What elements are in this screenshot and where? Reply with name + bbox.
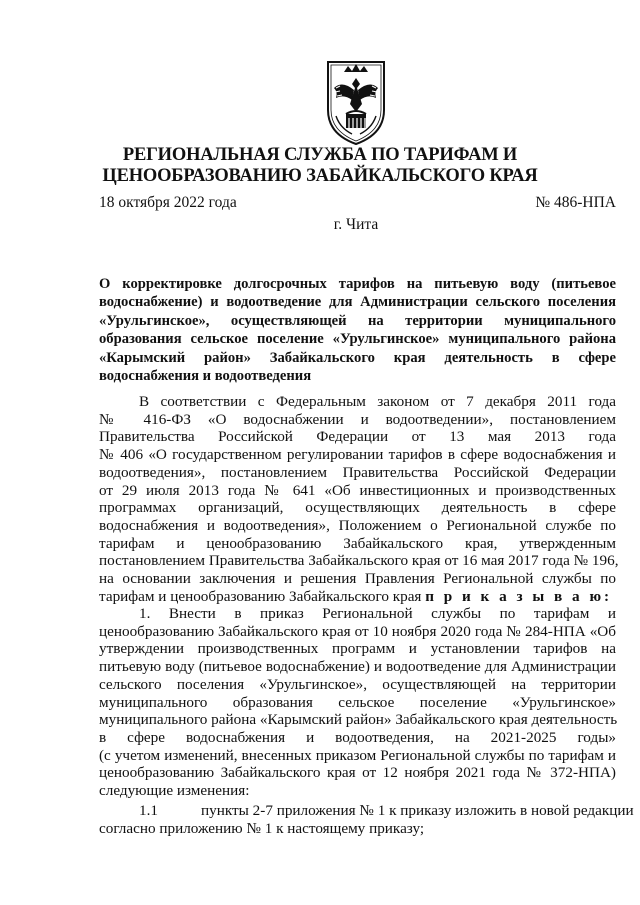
paragraph-line: водоснабжения и водоотведения», Положением о Региональной службе по xyxy=(99,516,616,534)
title-line: О корректировке долгосрочных тарифов на питьевую воду (питьевое xyxy=(99,276,616,292)
coat-of-arms-emblem xyxy=(322,58,390,146)
title-line: «Карымский район» Забайкальского края деятельность в сфере xyxy=(99,349,616,366)
paragraph-line: постановлением Правительства Забайкальского края от 16 мая 2017 года № 196, xyxy=(99,552,619,570)
paragraph-line: тарифам и ценообразованию Забайкальского края, утвержденным xyxy=(99,534,616,552)
agency-name-line: РЕГИОНАЛЬНАЯ СЛУЖБА ПО ТАРИФАМ И xyxy=(122,145,518,165)
paragraph-line: сельского поселения «Урульгинское», осуществляющей на территории xyxy=(99,675,616,693)
paragraph-line: В соответствии с Федеральным законом от 7 декабря 2011 года xyxy=(139,393,616,410)
item-1-paragraph xyxy=(99,605,616,800)
paragraph-line xyxy=(99,588,616,606)
paragraph-line: муниципального района «Карымский район» Забайкальского края деятельность xyxy=(99,711,618,729)
paragraph-line: муниципального образования сельское поселение «Урульгинское» xyxy=(99,693,616,711)
paragraph-line: следующие изменения: xyxy=(99,782,250,800)
title-line: водоснабжения и водоотведения xyxy=(99,368,312,385)
title-line: водоснабжение) и водоотведение для Администрации сельского поселения xyxy=(99,294,616,311)
paragraph-line: водоотведения», постановлением Правительства Российской Федерации xyxy=(99,463,616,481)
paragraph-line: утверждении производственных программ и установлении тарифов на xyxy=(99,640,616,658)
paragraph-line: питьевую воду (питьевое водоснабжение) и водоотведение для Администрации xyxy=(99,658,616,676)
paragraph-line: № 406 «О государственном регулировании тарифов в сфере водоснабжения и xyxy=(99,446,616,464)
subitem-text: пункты 2-7 приложения № 1 к приказу изложить в новой редакции xyxy=(201,802,634,819)
order-number: № 486-НПА xyxy=(535,194,616,211)
paragraph-line: согласно приложению № 1 к настоящему приказу; xyxy=(99,819,425,837)
agency-name xyxy=(0,145,640,187)
order-date: 18 октября 2022 года xyxy=(99,194,237,211)
paragraph-line: Правительства Российской Федерации от 13 мая 2013 года xyxy=(99,428,616,446)
paragraph-line: на основании заключения и решения Правления Региональной службы по xyxy=(99,570,616,588)
title-line: образования сельское поселение «Урульгинское» муниципального района xyxy=(99,331,616,348)
paragraph-line: 1. Внести в приказ Региональной службы по тарифам и xyxy=(139,605,616,622)
paragraph-line: ценообразованию Забайкальского края от 10 ноября 2020 года № 284-НПА «Об xyxy=(99,622,616,640)
paragraph-line: от 29 июля 2013 года № 641 «Об инвестиционных и производственных xyxy=(99,481,616,499)
preamble-paragraph xyxy=(99,393,619,605)
paragraph-line-text: тарифам и ценообразованию Забайкальского края xyxy=(99,587,422,605)
agency-name-line: ЦЕНООБРАЗОВАНИЮ ЗАБАЙКАЛЬСКОГО КРАЯ xyxy=(102,166,538,186)
title-line: «Урульгинское», осуществляющей на территории муниципального xyxy=(99,312,616,329)
order-word: п р и к а з ы в а ю: xyxy=(425,587,613,605)
subitem-number: 1.1 xyxy=(139,802,158,819)
city: г. Чита xyxy=(333,216,379,233)
paragraph-line: в сфере водоснабжения и водоотведения, на 2021-2025 годы» xyxy=(99,728,616,746)
paragraph-line: программах организаций, осуществляющих деятельность в сфере xyxy=(99,499,616,517)
paragraph-line: (с учетом изменений, внесенных приказом Региональной службы по тарифам и xyxy=(99,746,616,764)
paragraph-line: ценообразованию Забайкальского края от 12 ноября 2021 года № 372-НПА) xyxy=(99,764,616,782)
subitem-1-1 xyxy=(99,802,634,837)
document-title xyxy=(99,275,616,385)
paragraph-line xyxy=(99,802,634,820)
paragraph-line: № 416-ФЗ «О водоснабжении и водоотведении», постановлением xyxy=(99,410,616,428)
